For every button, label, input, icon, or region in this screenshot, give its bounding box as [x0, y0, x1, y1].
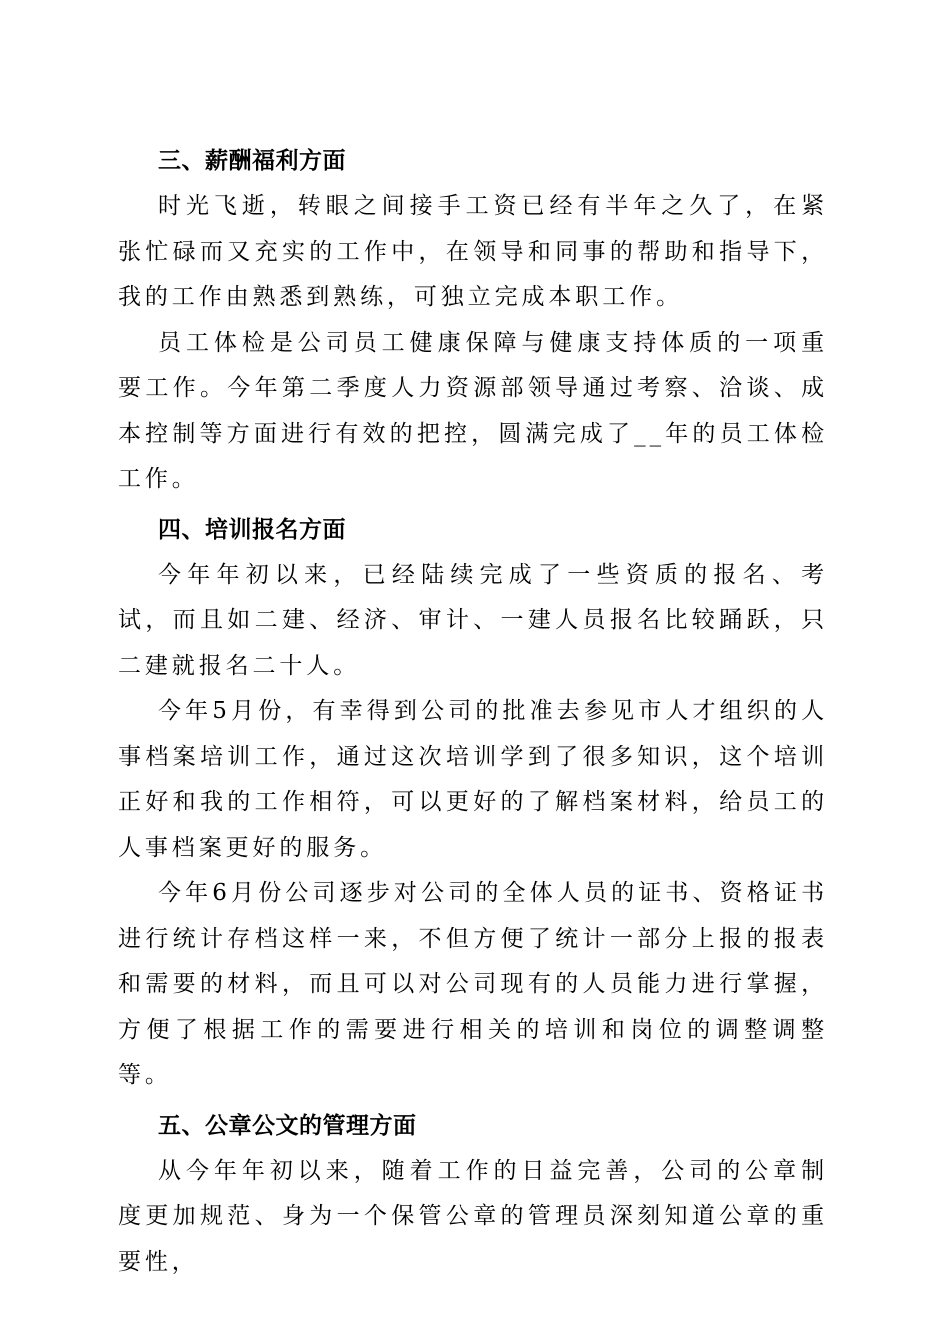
section-heading-training-registration: 四、培训报名方面	[158, 516, 346, 543]
paragraph: 从今年年初以来，随着工作的日益完善，公司的公章制度更加规范、身为一个保管公章的管理员深刻知道公章的重要性，	[118, 1157, 828, 1275]
paragraph: 员工体检是公司员工健康保障与健康支持体质的一项重要工作。今年第二季度人力资源部领导通过考察、洽谈、成本控制等方面进行有效的把控，圆满完成了__年的员工体检工作。	[118, 329, 828, 492]
paragraph: 时光飞逝，转眼之间接手工资已经有半年之久了，在紧张忙碌而又充实的工作中，在领导和同事的帮助和指导下，我的工作由熟悉到熟练，可独立完成本职工作。	[118, 193, 828, 310]
paragraph: 今年6月份公司逐步对公司的全体人员的证书、资格证书进行统计存档这样一来，不但方便了统计一部分上报的报表和需要的材料，而且可以对公司现有的人员能力进行掌握，方便了根据工作的需要进行相关的培训和岗位的调整调整等。	[118, 880, 828, 1088]
paragraph: 今年5月份，有幸得到公司的批准去参见市人才组织的人事档案培训工作，通过这次培训学到了很多知识，这个培训正好和我的工作相符，可以更好的了解档案材料，给员工的人事档案更好的服务。	[118, 698, 828, 861]
section-body-seal-document-management	[118, 1149, 828, 1286]
section-heading-salary-benefits: 三、薪酬福利方面	[158, 148, 346, 174]
section-body-training-registration	[118, 553, 828, 1099]
paragraph: 今年年初以来，已经陆续完成了一些资质的报名、考试，而且如二建、经济、审计、一建人员报名比较踊跃，只二建就报名二十人。	[118, 561, 828, 679]
section-body-salary-benefits	[118, 184, 828, 503]
document-body	[118, 140, 828, 1291]
section-heading-seal-document-management: 五、公章公文的管理方面	[158, 1112, 417, 1139]
